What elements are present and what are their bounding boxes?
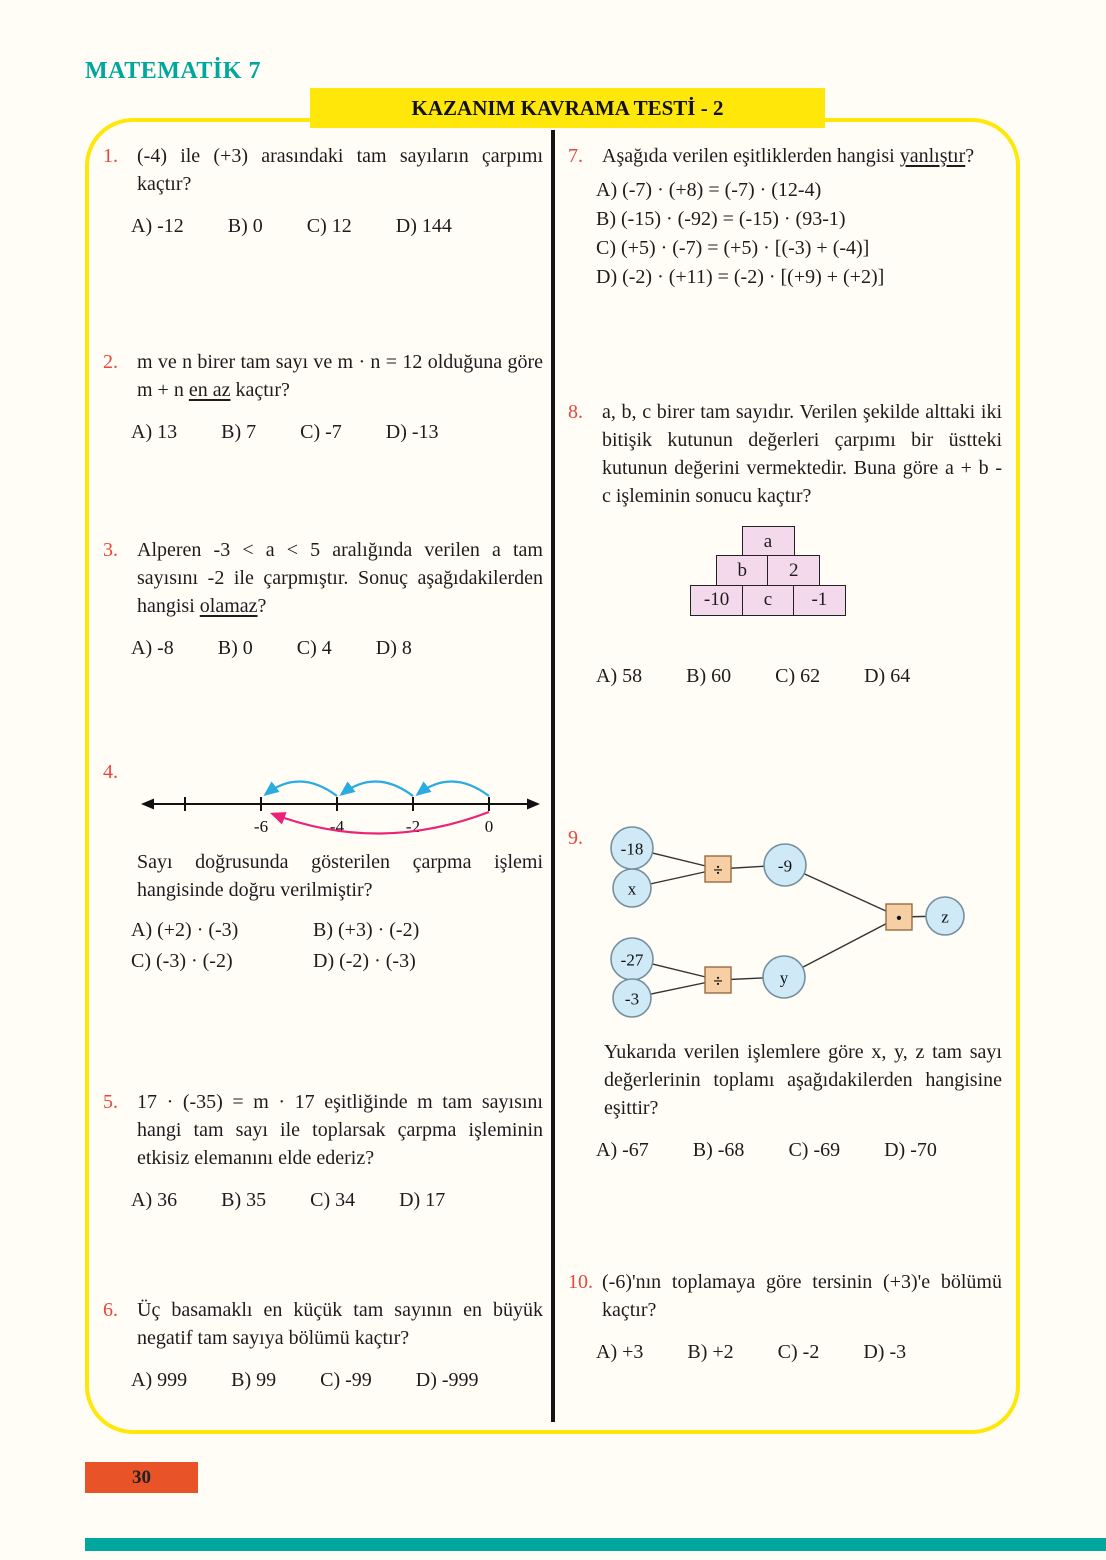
axis-left-arrowhead-icon [141, 799, 154, 810]
page-number: 30 [132, 1466, 151, 1488]
blue-hop-arrows [266, 781, 489, 796]
question-4 [103, 758, 543, 975]
question-5 [103, 1088, 543, 1214]
underlined-text: olamaz [199, 595, 258, 617]
question-7-number: 7. [568, 145, 583, 167]
node-minus-9-label: -9 [777, 856, 793, 876]
question-8-option-b: B) 60 [686, 664, 732, 687]
tick-label: -2 [405, 817, 421, 836]
footer-bar [85, 1538, 1106, 1551]
question-9-options [596, 1136, 1002, 1164]
question-4-option-c: C) (-3) · (-2) [131, 950, 233, 972]
question-1-option-b: B) 0 [227, 215, 263, 237]
question-10-options [596, 1338, 1002, 1366]
question-5-option-b: B) 35 [221, 1189, 267, 1211]
question-4-option-b: B) (+3) · (-2) [313, 919, 420, 941]
question-8-options [596, 662, 1002, 690]
multiplication-pyramid [690, 526, 846, 616]
question-3-number: 3. [103, 539, 118, 561]
question-2-option-c: C) -7 [300, 421, 342, 443]
node-x-label: x [627, 879, 637, 899]
question-4-body [103, 758, 543, 842]
axis-right-arrowhead-icon [527, 799, 540, 810]
question-7 [568, 142, 1002, 292]
question-5-option-c: C) 34 [310, 1189, 356, 1211]
question-2-options [131, 418, 543, 446]
question-2 [103, 348, 543, 446]
text-segment: m ve n birer tam sayı ve m · n = 12 olduğuna göre m + n [137, 351, 543, 401]
question-9-option-a: A) -67 [596, 1139, 649, 1161]
question-4-option-d: D) (-2) · (-3) [313, 950, 416, 972]
question-9-option-c: C) -69 [788, 1139, 841, 1161]
pyramid-box-b: b [716, 555, 769, 586]
question-10-body [568, 1268, 1002, 1324]
question-9-option-d: D) -70 [884, 1139, 937, 1161]
pyramid-row [690, 585, 846, 616]
question-7-options [596, 176, 1002, 292]
question-9-text: Yukarıda verilen işlemlere göre x, y, z tam sayı değerlerinin toplamı aşağıdakilerden hangisine eşittir? [604, 1041, 1002, 1119]
question-7-text [602, 142, 1002, 170]
question-5-number: 5. [103, 1091, 118, 1113]
pyramid-row [690, 555, 846, 586]
pyramid-box-minus-1: -1 [793, 585, 846, 616]
pyramid-box-minus-10: -10 [690, 585, 743, 616]
text-segment: ? [965, 145, 975, 167]
question-8-option-d: D) 64 [864, 664, 911, 687]
question-3-option-b: B) 0 [217, 637, 253, 659]
pink-result-arrow [273, 812, 489, 834]
question-6-option-d: D) -999 [415, 1369, 479, 1391]
question-7-option-c: C) (+5) · (-7) = (+5) · [(-3) + (-4)] [596, 237, 870, 259]
question-5-body [103, 1088, 543, 1172]
pyramid-box-2: 2 [767, 555, 820, 586]
question-1-options [131, 212, 543, 240]
question-5-option-d: D) 17 [399, 1189, 446, 1211]
node-z-label: z [941, 907, 949, 927]
question-10-option-c: C) -2 [777, 1341, 820, 1363]
node-y-label: y [779, 968, 789, 988]
question-6-body [103, 1296, 543, 1352]
question-9-body [568, 824, 1002, 1026]
tick-label: 0 [484, 817, 494, 836]
question-10-text: (-6)'nın toplamaya göre tersinin (+3)'e bölümü kaçtır? [602, 1271, 1002, 1321]
question-4-options [131, 916, 543, 975]
tick-label: -6 [253, 817, 269, 836]
question-1 [103, 142, 543, 240]
question-2-text [137, 348, 543, 404]
question-8-option-a: A) 58 [596, 664, 643, 687]
question-5-option-a: A) 36 [131, 1189, 178, 1211]
pyramid-box-c: c [742, 585, 795, 616]
pyramid-row [690, 526, 846, 557]
question-9-number: 9. [568, 827, 583, 849]
course-title: MATEMATİK 7 [85, 58, 261, 84]
question-10-option-d: D) -3 [863, 1341, 907, 1363]
multiply-op-label: · [894, 903, 904, 933]
question-4-text: Sayı doğrusunda gösterilen çarpma işlemi hangisinde doğru verilmiştir? [137, 851, 543, 901]
question-7-option-a: A) (-7) · (+8) = (-7) · (12-4) [596, 179, 822, 201]
underlined-text: en az [188, 379, 231, 401]
question-7-body [568, 142, 1002, 170]
question-9 [568, 824, 1002, 1164]
pyramid-box-a: a [742, 526, 795, 557]
pyramid-wrap [568, 526, 1002, 616]
question-6-option-b: B) 99 [231, 1369, 277, 1391]
text-segment: Alperen -3 < a < 5 aralığında verilen a tam sayısını -2 ile çarpmıştır. Sonuç aşağıdakilerden hangisi [137, 539, 543, 617]
question-3-body [103, 536, 543, 620]
number-line-diagram [137, 758, 543, 842]
question-8-body [568, 398, 1002, 510]
underlined-text: yanlıştır [899, 145, 966, 167]
question-3-option-a: A) -8 [131, 637, 174, 659]
question-10-option-b: B) +2 [687, 1341, 734, 1363]
operation-diagram [602, 824, 982, 1026]
text-segment: Aşağıda verilen eşitliklerden hangisi [602, 145, 900, 167]
divide-op-label: ÷ [713, 860, 723, 880]
question-8-text: a, b, c birer tam sayıdır. Verilen şekilde alttaki iki bitişik kutunun değerleri çarpımı bir üstteki kutunun değerini vermektedir. Buna göre a + b - c işleminin sonucu kaçtır? [602, 401, 1002, 507]
question-3-text [137, 536, 543, 620]
question-2-option-b: B) 7 [221, 421, 257, 443]
question-7-option-d: D) (-2) · (+11) = (-2) · [(+9) + (+2)] [596, 266, 885, 288]
question-5-text: 17 · (-35) = m · 17 eşitliğinde m tam sayısını hangi tam sayı ile toplarsak çarpma işleminin etkisiz elemanını elde ederiz? [137, 1091, 543, 1169]
question-10-number: 10. [568, 1271, 593, 1293]
question-2-number: 2. [103, 351, 118, 373]
text-segment: ? [257, 595, 267, 617]
question-6 [103, 1296, 543, 1394]
question-1-option-c: C) 12 [306, 215, 352, 237]
question-9-option-b: B) -68 [692, 1139, 745, 1161]
text-segment: kaçtır? [230, 379, 290, 401]
question-1-option-a: A) -12 [131, 215, 184, 237]
question-3-option-d: D) 8 [375, 637, 412, 659]
column-divider [551, 130, 555, 1422]
question-1-text: (-4) ile (+3) arasındaki tam sayıların çarpımı kaçtır? [137, 145, 543, 195]
question-6-text: Üç basamaklı en küçük tam sayının en büyük negatif tam sayıya bölümü kaçtır? [137, 1299, 543, 1349]
question-10 [568, 1268, 1002, 1366]
question-5-options [131, 1186, 543, 1214]
question-6-options [131, 1366, 543, 1394]
question-6-option-c: C) -99 [320, 1369, 372, 1391]
question-8 [568, 398, 1002, 690]
test-banner-title: KAZANIM KAVRAMA TESTİ - 2 [310, 88, 825, 128]
question-2-option-a: A) 13 [131, 421, 178, 443]
question-1-option-d: D) 144 [395, 215, 452, 237]
question-7-option-b: B) (-15) · (-92) = (-15) · (93-1) [596, 208, 846, 230]
question-3 [103, 536, 543, 662]
question-8-number: 8. [568, 401, 583, 423]
divide-op-label: ÷ [713, 971, 723, 991]
node-minus-3-label: -3 [624, 989, 640, 1009]
question-3-options [131, 634, 543, 662]
question-3-option-c: C) 4 [296, 637, 332, 659]
question-1-body [103, 142, 543, 198]
question-2-body [103, 348, 543, 404]
question-10-option-a: A) +3 [596, 1341, 644, 1363]
node-minus-18-label: -18 [620, 839, 644, 859]
question-6-number: 6. [103, 1299, 118, 1321]
question-4-number: 4. [103, 761, 118, 783]
question-6-option-a: A) 999 [131, 1369, 188, 1391]
question-2-option-d: D) -13 [385, 421, 439, 443]
question-8-option-c: C) 62 [775, 664, 821, 687]
page-number-box [85, 1462, 198, 1493]
node-minus-27-label: -27 [620, 950, 644, 970]
question-4-option-a: A) (+2) · (-3) [131, 919, 239, 941]
tick-label: -4 [329, 817, 345, 836]
question-1-number: 1. [103, 145, 118, 167]
